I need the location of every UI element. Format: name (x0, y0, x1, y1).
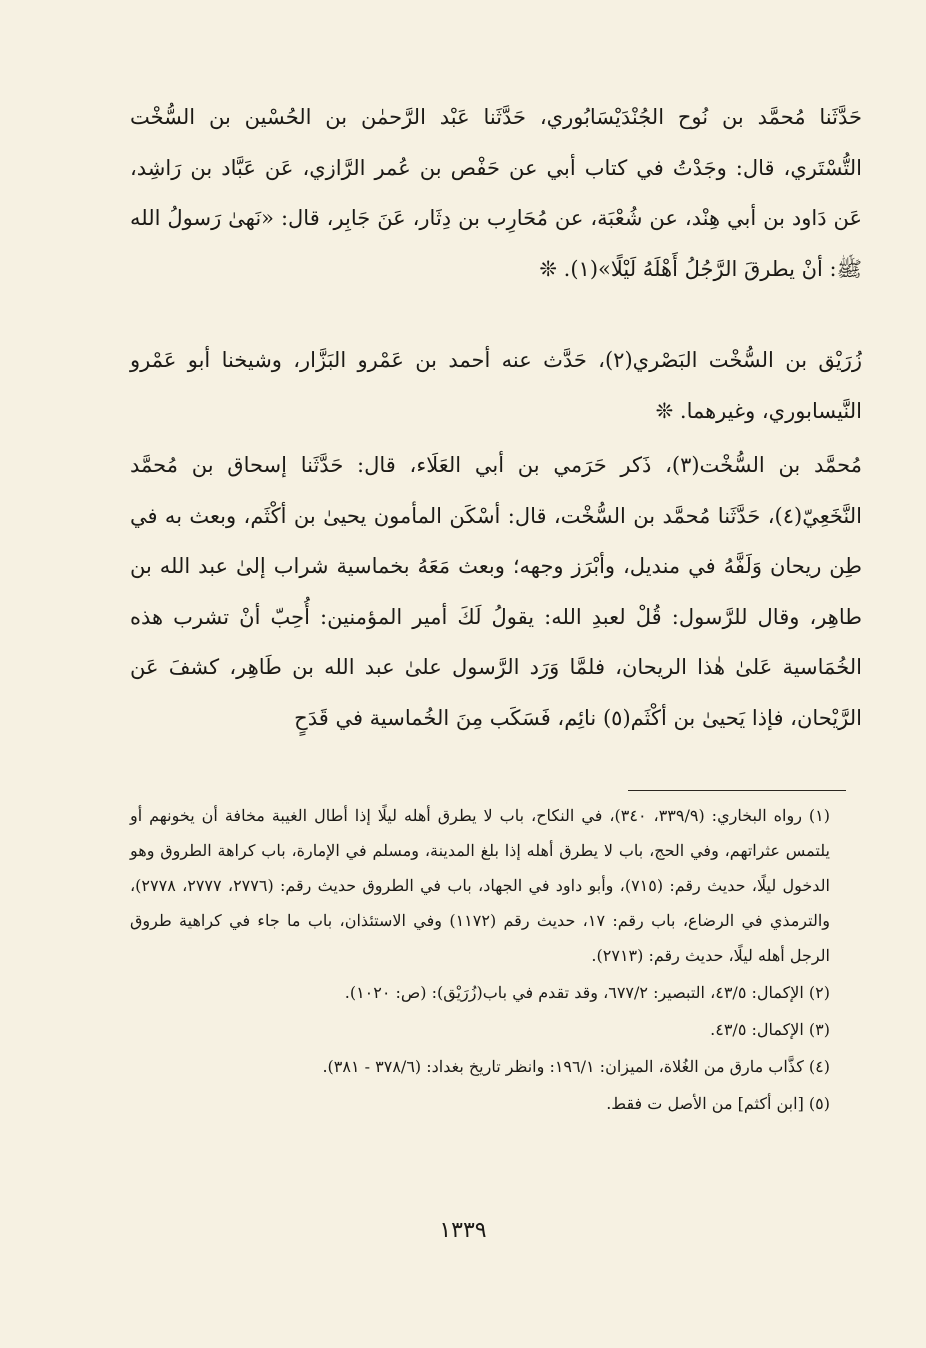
page-number: ١٣٣٩ (439, 1218, 487, 1243)
footnotes-section (130, 798, 830, 1121)
paragraph-muhammad-bin-al-sukht: مُحمَّد بن السُّخْت(٣)، ذَكر حَرَمي بن أبي العَلَاء، قال: حَدَّثَنا إسحاق بن مُحمَّد النَّخَعِيّ(٤)، حَدَّثَنا مُحمَّد بن السُّخْت، قال: أسْكَن المأمون يحيىٰ بن أكْثَم، وبعث به في طِن ريحان وَلَفَّهُ في منديل، وأبْرَز وجهه؛ وبعث مَعَهُ بخماسية شراب إلىٰ عبد الله بن طاهِر، وقال للرَّسول: قُلْ لعبدِ الله: يقولُ لَكَ أمير المؤمنين: أُحِبّ أنْ تشرب هذه الخُمَاسية عَلىٰ هٰذا الريحان، فلمَّا وَرَد الرَّسول علىٰ عبد الله بن طَاهِر، كشفَ عَن الرَّيْحان، فإذا يَحيىٰ بن أكْثَم(٥) نائِم، فَسَكَب مِنَ الخُماسية في قَدَحٍ (130, 453, 862, 730)
paragraph-zurayq-bin-al-sukht: زُرَيْق بن السُّخْت البَصْري(٢)، حَدَّث عنه أحمد بن عَمْرو البَزَّار، وشيخنا أبو عَمْرو النَّيسابوري، وغيرهما. ❊ (130, 348, 863, 423)
paragraph-muhammad-bin-nuh: حَدَّثَنا مُحمَّد بن نُوح الجُنْدَيْسَابُوري، حَدَّثَنا عَبْد الرَّحمٰن بن الحُسْين بن السُّخْت التُّسْتَري، قال: وجَدْتُ في كتاب أبي عن حَفْص بن عُمر الرَّازي، عَن عَبَّاد بن رَاشِد، عَن دَاود بن أبي هِنْد، عن شُعْبَة، عن مُحَارِب بن دِثَار، عَنَ جَابِر، قال: «نَهىٰ رَسولُ الله ﷺ: أنْ يطرقَ الرَّجُلُ أَهْلَهُ لَيْلًا»(١). ❊ (130, 105, 862, 281)
footnote-5: (٥) [ابن أكثم] من الأصل ت فقط. (606, 1094, 830, 1113)
footnote-1: (١) رواه البخاري: (٣٣٩/٩، ٣٤٠)، في النكاح، باب لا يطرق أهله ليلًا إذا أطال الغيبة مخافة أن يخونهم أو يلتمس عثراتهم، وفي الحج، باب لا يطرق أهله إذا بلغ المدينة، ومسلم في الإمارة، باب كراهة الطروق وهو الدخول ليلًا، حديث رقم: (٧١٥)، وأبو داود في الجهاد، باب في الطروق حديث رقم: (٢٧٧٦، ٢٧٧٧، ٢٧٧٨)، والترمذي في الرضاع، باب رقم: ١٧، حديث رقم (١١٧٢) وفي الاستئذان، باب ما جاء في كراهية طروق الرجل أهله ليلًا، حديث رقم: (٢٧١٣). (130, 806, 831, 965)
footnote-4: (٤) كذَّاب مارق من الغُلاة، الميزان: ١٩٦/١: وانظر تاريخ بغداد: (٣٧٨/٦ - ٣٨١). (322, 1057, 830, 1076)
footnote-3: (٣) الإكمال: ٤٣/٥. (710, 1020, 830, 1039)
footnote-divider (628, 790, 846, 791)
footnote-2: (٢) الإكمال: ٤٣/٥، التبصير: ٦٧٧/٢، وقد تقدم في باب(زُرَيْق): (ص: ١٠٢٠). (344, 983, 830, 1002)
